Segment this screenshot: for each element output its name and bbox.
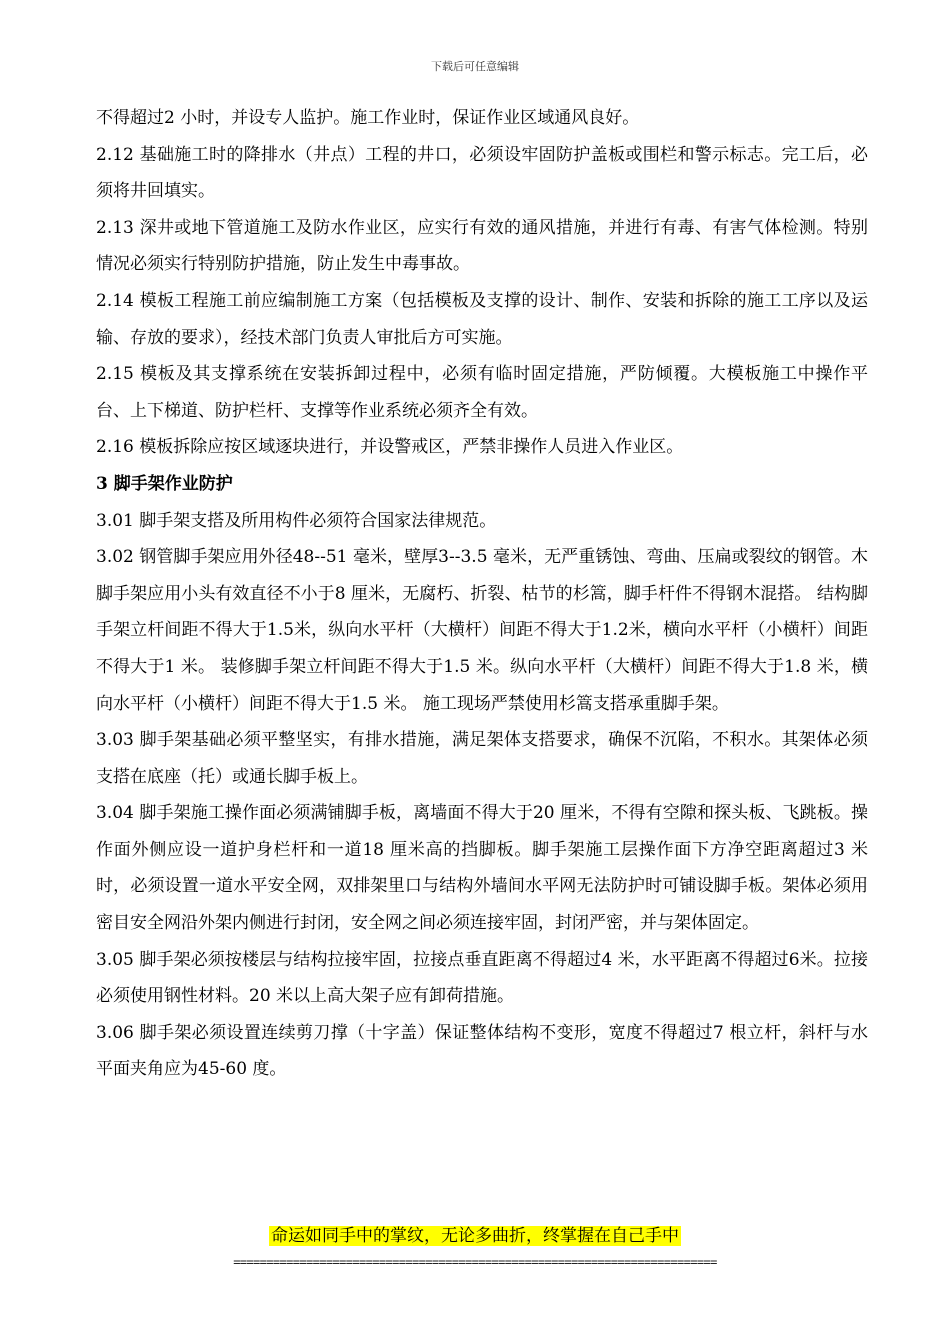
- paragraph-3-06: 3.06 脚手架必须设置连续剪刀撑（十字盖）保证整体结构不变形，宽度不得超过7 根立杆，斜杆与水平面夹角应为45-60 度。: [96, 1022, 868, 1080]
- document-body: [96, 100, 868, 1088]
- paragraph-3-05: 3.05 脚手架必须按楼层与结构拉接牢固，拉接点垂直距离不得超过4 米，水平距离不得超过6米。拉接必须使用钢性材料。20 米以上高大架子应有卸荷措施。: [96, 949, 868, 1007]
- paragraph-2-14: 2.14 模板工程施工前应编制施工方案（包括模板及支撑的设计、制作、安装和拆除的施工工序以及运输、存放的要求），经技术部门负责人审批后方可实施。: [96, 290, 868, 348]
- paragraph-2-13: 2.13 深井或地下管道施工及防水作业区，应实行有效的通风措施，并进行有毒、有害气体检测。特别情况必须实行特别防护措施，防止发生中毒事故。: [96, 217, 868, 275]
- page-header: 下载后可任意编辑: [431, 60, 519, 73]
- paragraph-3-04: 3.04 脚手架施工操作面必须满铺脚手板，离墙面不得大于20 厘米，不得有空隙和探头板、飞跳板。操作面外侧应设一道护身栏杆和一道18 厘米高的挡脚板。脚手架施工层操作面下方净空距离超过3 米时，必须设置一道水平安全网，双排架里口与结构外墙间水平网无法防护时可铺设脚手板。架体必须用密目安全网沿外架内侧进行封闭，安全网之间必须连接牢固，封闭严密，并与架体固定。: [96, 803, 868, 934]
- footer-motto: 命运如同手中的掌纹，无论多曲折，终掌握在自己手中: [271, 1226, 679, 1246]
- paragraph-3-03: 3.03 脚手架基础必须平整坚实，有排水措施，满足架体支搭要求，确保不沉陷，不积水。其架体必须支搭在底座（托）或通长脚手板上。: [96, 730, 868, 787]
- paragraph-2-16: 2.16 模板拆除应按区域逐块进行，并设警戒区，严禁非操作人员进入作业区。: [96, 437, 684, 458]
- section-heading-3: 3 脚手架作业防护: [96, 473, 233, 494]
- paragraph-2-15: 2.15 模板及其支撑系统在安装拆卸过程中，必须有临时固定措施，严防倾覆。大模板施工中操作平台、上下梯道、防护栏杆、支撑等作业系统必须齐全有效。: [96, 364, 868, 421]
- footer-rule: =========================================================================: [233, 1255, 717, 1269]
- paragraph-2-11-continued: 不得超过2 小时，并设专人监护。施工作业时，保证作业区域通风良好。: [96, 108, 640, 128]
- paragraph-3-01: 3.01 脚手架支搭及所用构件必须符合国家法律规范。: [96, 510, 497, 531]
- paragraph-3-02: 3.02 钢管脚手架应用外径48--51 毫米，壁厚3--3.5 毫米，无严重锈蚀、弯曲、压扁或裂纹的钢管。木脚手架应用小头有效直径不小于8 厘米，无腐朽、折裂、枯节的杉篙，脚手杆件不得钢木混搭。 结构脚手架立杆间距不得大于1.5米，纵向水平杆（大横杆）间距不得大于1.2米，横向水平杆（小横杆）间距不得大于1 米。 装修脚手架立杆间距不得大于1.5 米。纵向水平杆（大横杆）间距不得大于1.8 米，横向水平杆（小横杆）间距不得大于1.5 米。 施工现场严禁使用杉篙支搭承重脚手架。: [96, 547, 868, 714]
- footer-motto-line: [0, 1222, 950, 1250]
- paragraph-2-12: 2.12 基础施工时的降排水（井点）工程的井口，必须设牢固防护盖板或围栏和警示标志。完工后，必须将井回填实。: [96, 144, 868, 202]
